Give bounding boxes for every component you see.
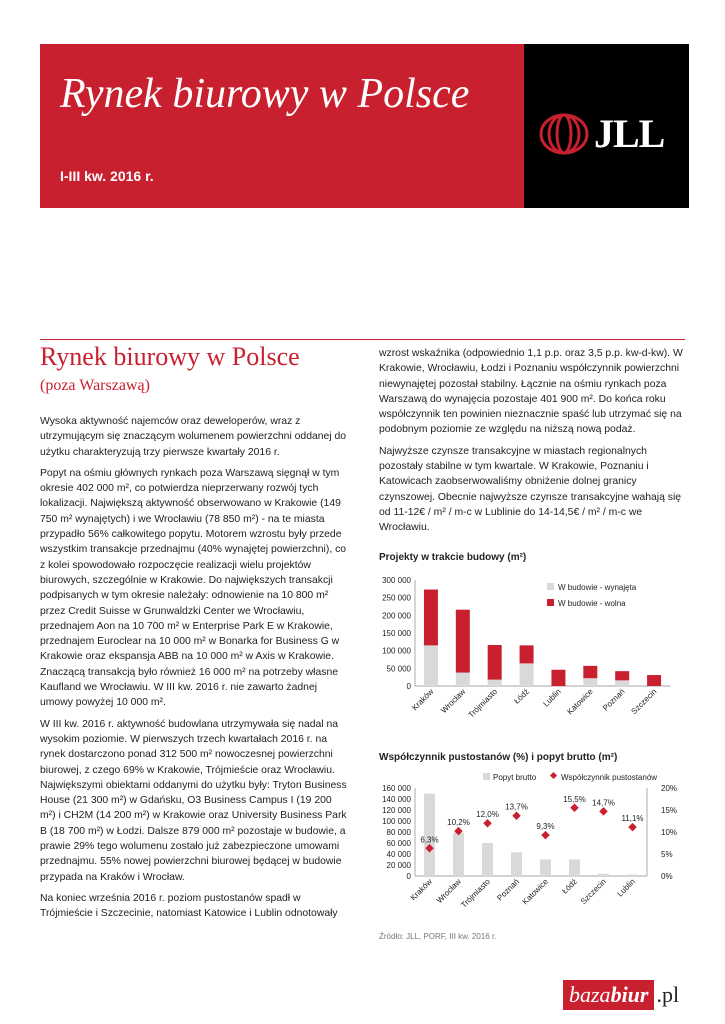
data-label: 10,2% xyxy=(447,818,470,828)
data-label: 14,7% xyxy=(592,798,615,808)
y-tick-label: 300 000 xyxy=(382,576,411,585)
jll-helix-icon xyxy=(538,112,590,156)
data-label: 15,5% xyxy=(563,794,586,804)
y-left-tick-label: 160 000 xyxy=(382,784,411,793)
bar-demand xyxy=(569,860,580,877)
bar-demand xyxy=(453,833,464,876)
vacancy-marker xyxy=(628,823,636,831)
logo-ext: .pl xyxy=(656,982,680,1007)
x-tick-label: Wrocław xyxy=(439,687,468,716)
vacancy-marker xyxy=(570,804,578,812)
legend-label: W budowie - wynajęta xyxy=(558,583,637,592)
bar-available xyxy=(520,645,534,663)
bazabiur-logo xyxy=(563,980,679,1010)
y-right-tick-label: 20% xyxy=(661,784,678,793)
section-divider xyxy=(40,339,685,340)
legend-swatch xyxy=(547,599,554,606)
legend-swatch xyxy=(483,773,490,780)
vacancy-marker xyxy=(541,831,549,839)
y-right-tick-label: 0% xyxy=(661,872,673,881)
report-title: Rynek biurowy w Polsce xyxy=(60,71,470,117)
data-label: 9,3% xyxy=(536,822,555,832)
chart-vacancy-demand xyxy=(375,770,685,930)
x-tick-label: Katowice xyxy=(565,687,595,717)
bar-leased xyxy=(615,680,629,686)
x-tick-label: Łódź xyxy=(560,877,579,896)
y-tick-label: 150 000 xyxy=(382,629,411,638)
x-tick-label: Kraków xyxy=(408,877,434,903)
x-tick-label: Lublin xyxy=(541,687,563,709)
bar-leased xyxy=(456,673,470,686)
legend-swatch xyxy=(550,772,557,779)
bar-demand xyxy=(511,852,522,876)
paragraph: Popyt na ośmiu głównych rynkach poza Warszawą sięgnął w tym okresie 402 000 m², co potwierdza nieprzerwany rozwój tych lokalizacji. Największą aktywność obserwowano w Krakowie (149 750 m² wynajętych) i we Wrocławiu (78 850 m²) - na te miasta przypadło 56% całkowitego popytu. Motorem wzrostu były przede wszystkim transakcje przednajmu (40% wynajętej powierzchni), co z kolei spowodowało rozpoczęcie realizacji wielu projektów biurowych, szczególnie w Krakowie. Do największych transakcji podpisanych w tym okresie należały: odnowienie na 10 800 m² przez Credit Suisse w Grunwaldzki Center we Wrocławiu, przednajem Aon na 10 700 m² w Enterprise Park E w Krakowie, przednajem Euroclear na 10 000 m² w Bonarka for Business G w Krakowie oraz ekspansja ABB na 10 000 m² w Axis w Krakowie. Znaczącą transakcją było również 16 000 m² na potrzeby własne Kaufland we Wrocławiu. W III kw. 2016 r. nie zawarto żadnej umowy powyżej 10 000 m². xyxy=(40,467,347,709)
bar-demand xyxy=(540,860,551,877)
x-tick-label: Poznań xyxy=(601,687,627,713)
legend-label: W budowie - wolna xyxy=(558,599,626,608)
paragraph: wzrost wskaźnika (odpowiednio 1,1 p.p. oraz 3,5 p.p. kw-d-kw). W Krakowie, Wrocławiu, Łodzi i Poznaniu współczynnik powierzchni niewynajętej pozostał stabilny. Łącznie na ośmiu rynkach poza Warszawą do wynajęcia pozostaje 401 900 m². Do końca roku współczynnik ten powinien nieznacznie spaść lub utrzymać się na podobnym poziomie ze względu na niższą nową podaż. xyxy=(379,348,683,436)
legend-swatch xyxy=(547,583,554,590)
data-label: 6,3% xyxy=(420,835,439,845)
x-tick-label: Łódź xyxy=(512,687,531,706)
bar-available xyxy=(615,671,629,680)
paragraph: Na koniec września 2016 r. poziom pustostanów spadł w Trójmieście i Szczecinie, natomiast Katowice i Lublin odnotowały xyxy=(40,892,338,920)
y-left-tick-label: 80 000 xyxy=(386,828,411,837)
jll-logo-panel xyxy=(524,44,689,208)
y-tick-label: 50 000 xyxy=(386,664,411,674)
y-tick-label: 250 000 xyxy=(382,593,411,603)
logo-main: baza xyxy=(569,982,611,1007)
y-right-tick-label: 15% xyxy=(661,806,678,815)
logo-bold: biur xyxy=(610,982,649,1007)
x-tick-label: Trójmiasto xyxy=(459,877,492,910)
legend-label: Popyt brutto xyxy=(493,773,537,782)
bar-demand xyxy=(598,874,609,876)
bar-leased xyxy=(520,663,534,686)
y-left-tick-label: 60 000 xyxy=(386,839,411,848)
bazabiur-logo-box xyxy=(563,980,654,1010)
y-tick-label: 0 xyxy=(406,682,411,691)
legend-label: Współczynnik pustostanów xyxy=(561,773,658,782)
x-tick-label: Kraków xyxy=(410,687,436,713)
y-tick-label: 200 000 xyxy=(382,611,411,621)
chart-2-title: Współczynnik pustostanów (%) i popyt brutto (m²) xyxy=(379,752,618,763)
bar-available xyxy=(488,645,502,680)
paragraph: Wysoka aktywność najemców oraz deweloperów, wraz z utrzymującym się znaczącym wolumenem powierzchni oddanej do użytku charakteryzują trzy pierwsze kwartały 2016 r. xyxy=(40,416,347,458)
bar-available xyxy=(583,666,597,678)
x-tick-label: Trójmiasto xyxy=(466,687,500,720)
y-left-tick-label: 100 000 xyxy=(382,817,411,826)
y-left-tick-label: 120 000 xyxy=(382,806,411,815)
bar-available xyxy=(424,590,438,646)
data-label: 13,7% xyxy=(505,802,528,812)
paragraph: Najwyższe czynsze transakcyjne w miastach regionalnych pozostały stabilne w tym kwartale. W Krakowie, Poznaniu i Katowicach zaobserwowaliśmy obniżenie dolnej granicy czynszowej. Obecnie najwyższe czynsze transakcyjne wahają się od 11-12€ / m² / m-c w Lublinie do 14-14,5€ / m² / m-c we Wrocławiu. xyxy=(379,445,682,534)
bar-demand xyxy=(627,875,638,876)
data-label: 12,0% xyxy=(476,810,499,820)
bar-available xyxy=(456,610,470,673)
jll-logo-text: JLL xyxy=(594,111,665,156)
y-tick-label: 100 000 xyxy=(382,646,411,656)
bar-demand xyxy=(482,843,493,876)
x-tick-label: Katowice xyxy=(520,877,550,907)
section-subtitle: (poza Warszawą) xyxy=(40,377,150,394)
header-banner xyxy=(40,44,524,208)
bar-available xyxy=(647,675,661,686)
x-tick-label: Poznań xyxy=(495,877,521,903)
report-period: I-III kw. 2016 r. xyxy=(60,168,154,184)
vacancy-marker xyxy=(512,811,520,819)
bar-available xyxy=(551,670,565,686)
y-left-tick-label: 0 xyxy=(406,872,411,881)
x-tick-label: Lublin xyxy=(615,877,637,899)
paragraph: W III kw. 2016 r. aktywność budowlana utrzymywała się nadal na wysokim poziomie. W pierwszych trzech kwartałach 2016 r. na rynek dostarczono ponad 312 500 m² nowoczesnej powierzchni biurowej, z czego 69% w Krakowie, Trójmieście oraz Wrocławiu. Największymi obiektami oddanymi do użytku były: Tryton Business House (21 300 m²) w Gdańsku, O3 Business Campus I (19 200 m²) i CH2M (14 200 m²) w Krakowie oraz University Business Park B (18 700 m²) w Łodzi. Dalsze 879 000 m² pozostaje w budowie, a prawie 29% tego wolumenu zostało już zabezpieczone umowami przednajmu. 55% nowej powierzchni biurowej będącej w budowie przypada na Kraków i Wrocław. xyxy=(40,718,347,883)
y-left-tick-label: 20 000 xyxy=(386,861,411,870)
vacancy-marker xyxy=(599,807,607,815)
x-tick-label: Wrocław xyxy=(434,877,463,906)
vacancy-marker xyxy=(483,819,491,827)
left-column xyxy=(40,414,350,928)
bar-leased xyxy=(488,680,502,686)
chart-construction xyxy=(375,572,685,732)
y-right-tick-label: 5% xyxy=(661,850,673,859)
data-label: 11,1% xyxy=(621,814,644,824)
source-note: Źródło: JLL, PORF, III kw. 2016 r. xyxy=(379,932,497,941)
y-left-tick-label: 140 000 xyxy=(382,795,411,804)
bar-leased xyxy=(424,645,438,686)
right-column xyxy=(379,346,685,542)
y-left-tick-label: 40 000 xyxy=(386,850,411,859)
section-title: Rynek biurowy w Polsce xyxy=(40,342,300,371)
x-tick-label: Szczecin xyxy=(629,687,659,717)
x-tick-label: Szczecin xyxy=(578,877,608,907)
bar-leased xyxy=(583,678,597,686)
y-right-tick-label: 10% xyxy=(661,828,678,837)
chart-1-title: Projekty w trakcie budowy (m²) xyxy=(379,552,527,563)
